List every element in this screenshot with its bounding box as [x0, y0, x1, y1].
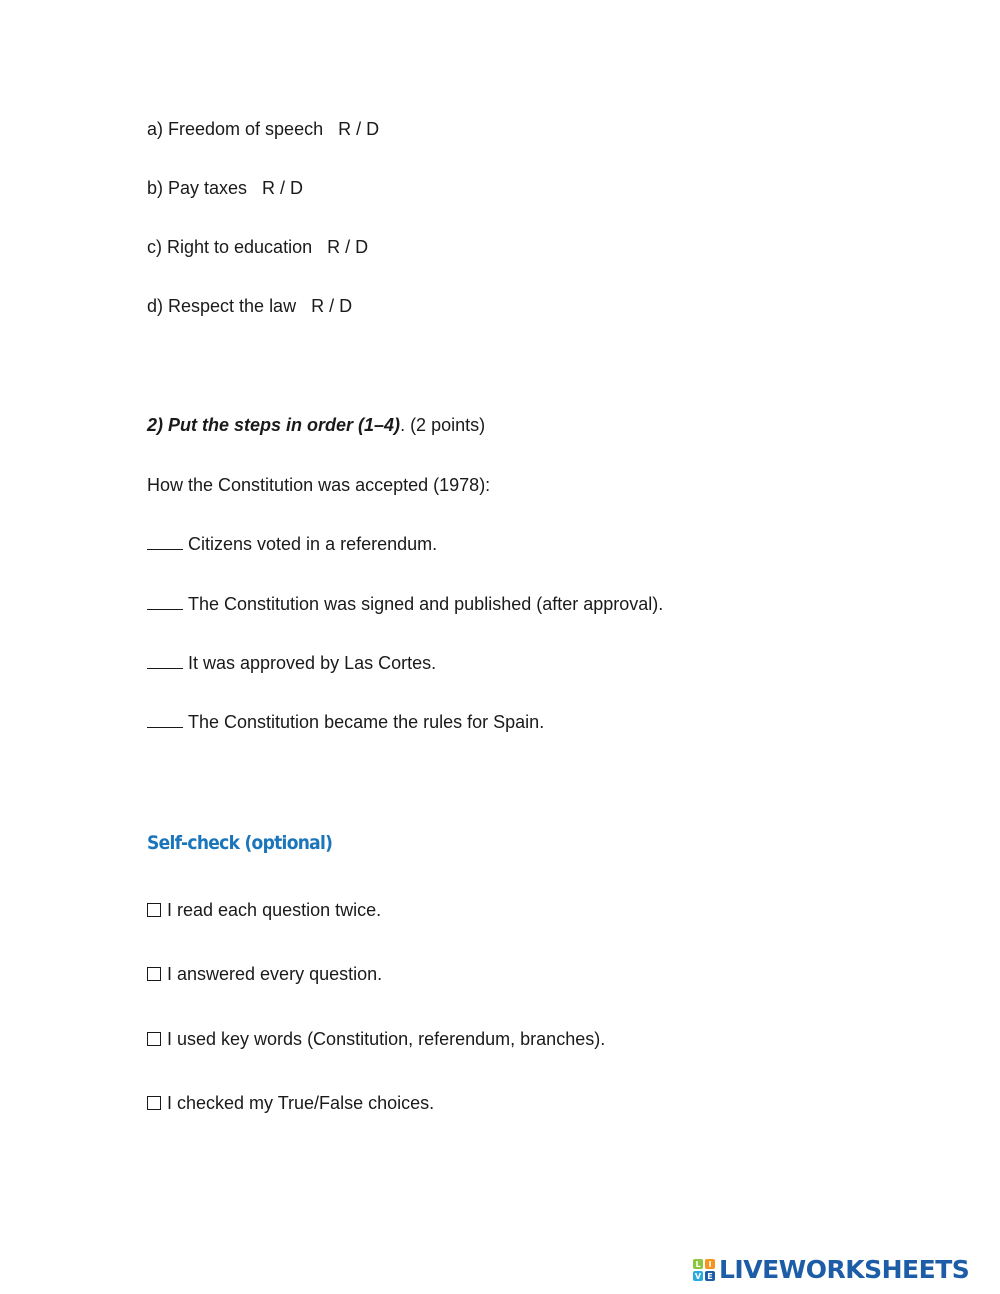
rights-duties-item: d) Respect the law R / D: [147, 296, 353, 316]
order-step-text: It was approved by Las Cortes.: [188, 653, 437, 673]
logo-mark-letter: I: [705, 1259, 715, 1269]
liveworksheets-mark-icon: [693, 1259, 715, 1281]
self-check-text: I checked my True/False choices.: [167, 1093, 435, 1113]
order-answer-blank[interactable]: [147, 593, 183, 610]
self-check-text: I read each question twice.: [167, 900, 382, 920]
self-check-heading: Self-check (optional): [147, 832, 333, 854]
rights-duties-item: c) Right to education R / D: [147, 237, 369, 257]
liveworksheets-wordmark: LIVEWORKSHEETS: [719, 1255, 970, 1284]
question-2-points: . (2 points): [400, 415, 486, 435]
checkbox-icon[interactable]: [147, 1032, 161, 1046]
order-step: [147, 711, 544, 733]
checkbox-icon[interactable]: [147, 903, 161, 917]
question-2-intro: How the Constitution was accepted (1978):: [147, 475, 491, 495]
checkbox-icon[interactable]: [147, 1096, 161, 1110]
liveworksheets-logo: [693, 1256, 969, 1284]
order-step-text: The Constitution became the rules for Spain.: [188, 712, 545, 732]
order-step: [147, 533, 437, 555]
order-answer-blank[interactable]: [147, 533, 183, 550]
self-check-text: I answered every question.: [167, 964, 383, 984]
order-step-text: Citizens voted in a referendum.: [188, 534, 438, 554]
question-2-title-line: [147, 414, 485, 436]
logo-mark-letter: V: [694, 1271, 702, 1281]
order-step: [147, 652, 436, 674]
checkbox-icon[interactable]: [147, 967, 161, 981]
self-check-item: [147, 1092, 434, 1114]
order-step: [147, 593, 663, 615]
order-step-text: The Constitution was signed and published (after approval).: [188, 594, 664, 614]
logo-mark-letter: L: [693, 1259, 703, 1269]
order-answer-blank[interactable]: [147, 652, 183, 669]
question-2-title: 2) Put the steps in order (1–4): [147, 415, 401, 435]
logo-mark-letter: E: [705, 1271, 715, 1281]
self-check-item: [147, 899, 381, 921]
rights-duties-item: b) Pay taxes R / D: [147, 178, 304, 198]
self-check-item: [147, 1028, 605, 1050]
rights-duties-item: a) Freedom of speech R / D: [147, 119, 380, 139]
self-check-item: [147, 963, 382, 985]
self-check-text: I used key words (Constitution, referendum, branches).: [167, 1029, 606, 1049]
order-answer-blank[interactable]: [147, 711, 183, 728]
